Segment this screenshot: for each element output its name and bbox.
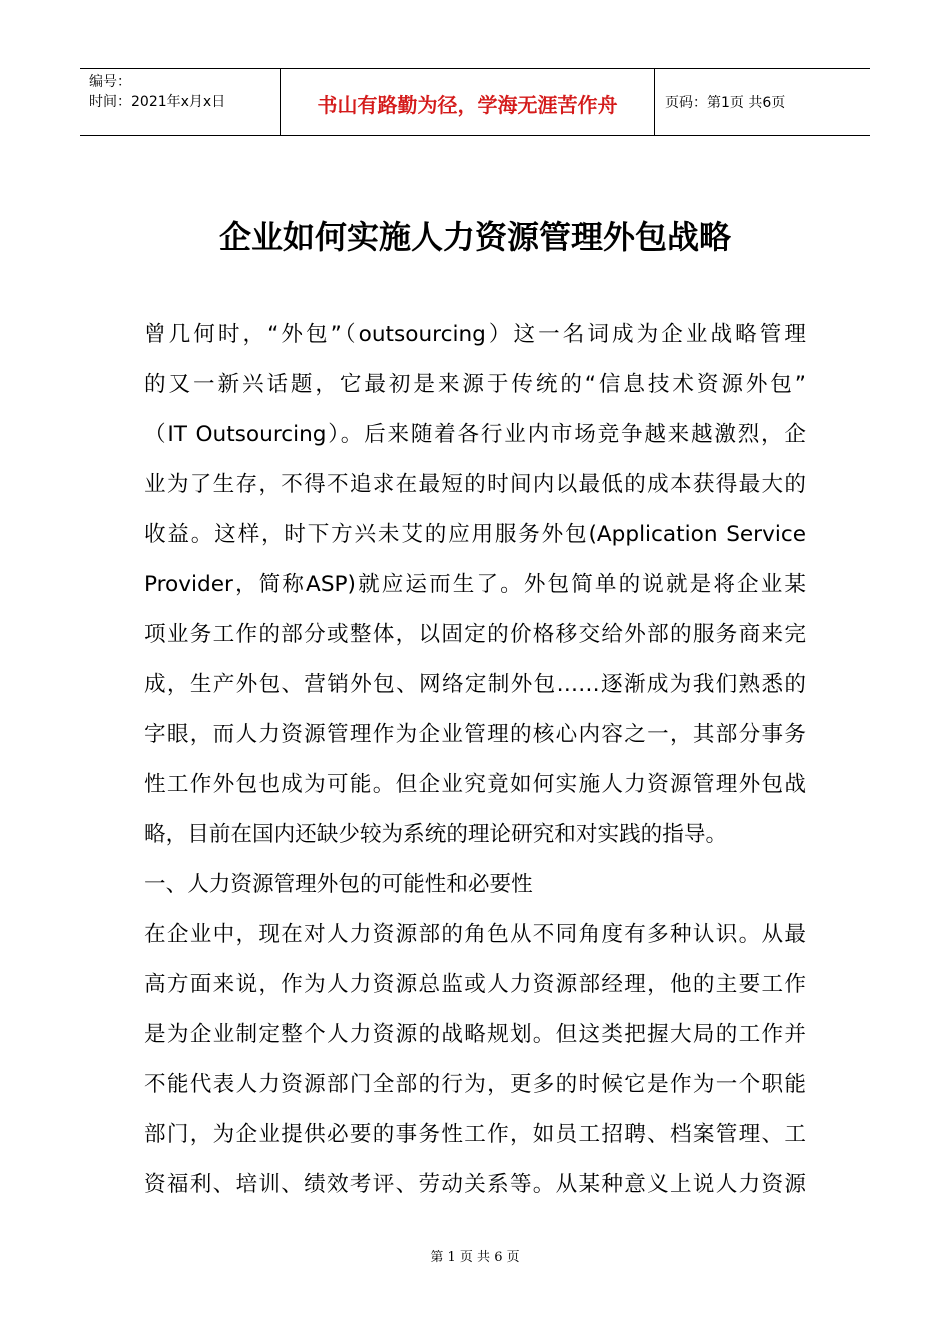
- body-line: 的又一新兴话题，它最初是来源于传统的“信息技术资源外包”: [144, 372, 806, 397]
- body-line: 在企业中，现在对人力资源部的角色从不同角度有多种认识。从最: [144, 922, 806, 947]
- section-heading: 一、人力资源管理外包的可能性和必要性: [144, 872, 533, 897]
- body-line: 成，生产外包、营销外包、网络定制外包……逐渐成为我们熟悉的: [144, 672, 806, 697]
- body-line: （IT Outsourcing）。后来随着各行业内市场竞争越来越激烈，企: [144, 422, 806, 447]
- body-line: 资福利、培训、绩效考评、劳动关系等。从某种意义上说人力资源: [144, 1172, 806, 1197]
- body-line: 收益。这样，时下方兴未艾的应用服务外包(Application Service: [144, 522, 806, 547]
- header-meta-cell: [80, 69, 281, 135]
- body-line: 项业务工作的部分或整体，以固定的价格移交给外部的服务商来完: [144, 622, 806, 647]
- page-footer: 第 1 页 共 6 页: [430, 1250, 520, 1265]
- time-label: 时间：2021年x月x日: [89, 94, 226, 110]
- body-line: 业为了生存，不得不追求在最短的时间内以最低的成本获得最大的: [144, 472, 806, 497]
- body-line: 曾几何时，“外包”（outsourcing）这一名词成为企业战略管理: [144, 322, 806, 347]
- body-line: Provider，简称ASP)就应运而生了。外包简单的说就是将企业某: [144, 572, 806, 597]
- document-title: 企业如何实施人力资源管理外包战略: [218, 218, 731, 256]
- body-line: 字眼，而人力资源管理作为企业管理的核心内容之一，其部分事务: [144, 722, 806, 747]
- body-line: 性工作外包也成为可能。但企业究竟如何实施人力资源管理外包战: [144, 772, 806, 797]
- body-line: 是为企业制定整个人力资源的战略规划。但这类把握大局的工作并: [144, 1022, 806, 1047]
- number-label: 编号：: [89, 74, 131, 90]
- body-line: 不能代表人力资源部门全部的行为，更多的时候它是作为一个职能: [144, 1072, 806, 1097]
- body-line: 部门，为企业提供必要的事务性工作，如员工招聘、档案管理、工: [144, 1122, 806, 1147]
- body-line: 略，目前在国内还缺少较为系统的理论研究和对实践的指导。: [144, 822, 728, 847]
- document-body: [144, 310, 806, 1210]
- header-motto: 书山有路勤为径，学海无涯苦作舟: [281, 69, 655, 135]
- header-page-info: 页码：第1页 共6页: [665, 95, 786, 111]
- header-table: [80, 68, 870, 136]
- body-line: 高方面来说，作为人力资源总监或人力资源部经理，他的主要工作: [144, 972, 806, 997]
